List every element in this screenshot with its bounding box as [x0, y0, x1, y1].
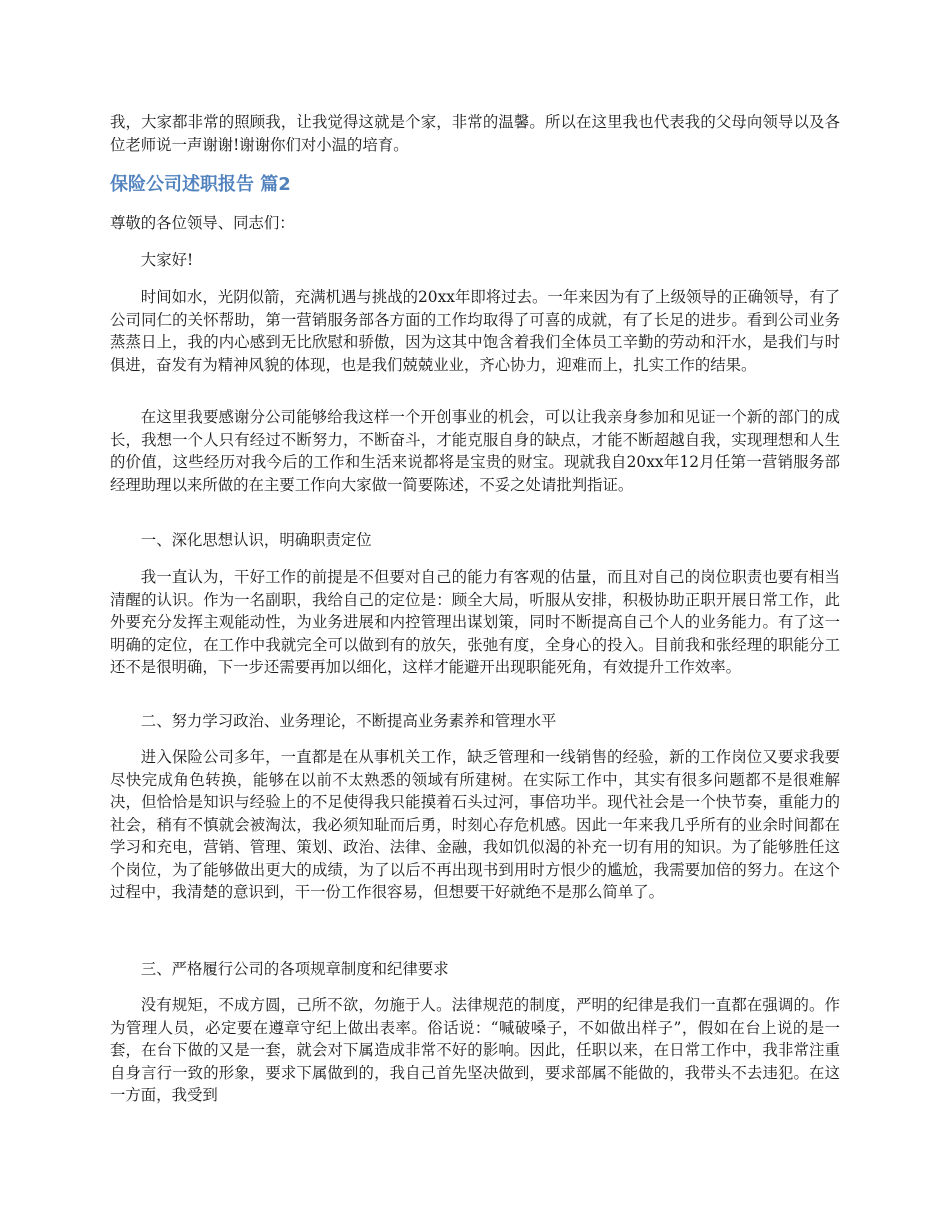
intro-paragraph: 我，大家都非常的照顾我，让我觉得这就是个家，非常的温馨。所以在这里我也代表我的父母向领导以及各位老师说一声谢谢!谢谢你们对小温的培育。 — [110, 113, 840, 154]
subheading-2: 二、努力学习政治、业务理论，不断提高业务素养和管理水平 — [140, 712, 557, 730]
body-paragraph-1: 时间如水，光阴似箭，充满机遇与挑战的20xx年即将过去。一年来因为有了上级领导的正确领导，有了公司同仁的关怀帮助，第一营销服务部各方面的工作均取得了可喜的成就，有了长足的进步。看到公司业务蒸蒸日上，我的内心感到无比欣慰和骄傲，因为这其中饱含着我们全体员工辛勤的劳动和汗水，是我们与时俱进，奋发有为精神风貌的体现，也是我们兢兢业业，齐心协力，迎难而上，扎实工作的结果。 — [110, 288, 840, 374]
body-paragraph-5: 没有规矩，不成方圆，己所不欲，勿施于人。法律规范的制度，严明的纪律是我们一直都在强调的。作为管理人员，必定要在遵章守纪上做出表率。俗话说：“喊破嗓子，不如做出样子”，假如在台上说的是一套，在台下做的又是一套，就会对下属造成非常不好的影响。因此，任职以来，在日常工作中，我非常注重自身言行一致的形象，要求下属做到的，我自己首先坚决做到，要求部属不能做的，我带头不去违犯。在这一方面，我受到 — [110, 996, 840, 1104]
greeting: 大家好! — [140, 251, 194, 269]
subheading-3: 三、严格履行公司的各项规章制度和纪律要求 — [140, 960, 449, 978]
body-paragraph-3: 我一直认为，干好工作的前提是不但要对自己的能力有客观的估量，而且对自己的岗位职责也要有相当清醒的认识。作为一名副职，我给自己的定位是：顾全大局，听服从安排，积极协助正职开展日常工作，此外要充分发挥主观能动性，为业务进展和内控管理出谋划策，同时不断提高自己个人的业务能力。有了这一明确的定位，在工作中我就完全可以做到有的放矢，张弛有度，全身心的投入。目前我和张经理的职能分工还不是很明确，下一步还需要再加以细化，这样才能避开出现职能死角，有效提升工作效率。 — [110, 568, 840, 676]
body-paragraph-2: 在这里我要感谢分公司能够给我这样一个开创事业的机会，可以让我亲身参加和见证一个新的部门的成长，我想一个人只有经过不断努力，不断奋斗，才能克服自身的缺点，才能不断超越自我，实现理想和人生的价值，这些经历对我今后的工作和生活来说都将是宝贵的财宝。现就我自20xx年12月任第一营销服务部经理助理以来所做的在主要工作向大家做一简要陈述，不妥之处请批判指证。 — [110, 408, 840, 494]
section-title: 保险公司述职报告 篇2 — [110, 174, 291, 195]
subheading-1: 一、深化思想认识，明确职责定位 — [140, 531, 372, 549]
salutation: 尊敬的各位领导、同志们： — [110, 214, 295, 232]
body-paragraph-4: 进入保险公司多年，一直都是在从事机关工作，缺乏管理和一线销售的经验，新的工作岗位又要求我要尽快完成角色转换，能够在以前不太熟悉的领域有所建树。在实际工作中，其实有很多问题都不是很难解决，但恰恰是知识与经验上的不足使得我只能摸着石头过河，事倍功半。现代社会是一个快节奏，重能力的社会，稍有不慎就会被淘汰，我必须知耻而后勇，时刻心存危机感。因此一年来我几乎所有的业余时间都在学习和充电，营销、管理、策划、政治、法律、金融，我如饥似渴的补充一切有用的知识。为了能够胜任这个岗位，为了能够做出更大的成绩，为了以后不再出现书到用时方恨少的尴尬，我需要加倍的努力。在这个过程中，我清楚的意识到，干一份工作很容易，但想要干好就绝不是那么简单了。 — [110, 748, 840, 901]
